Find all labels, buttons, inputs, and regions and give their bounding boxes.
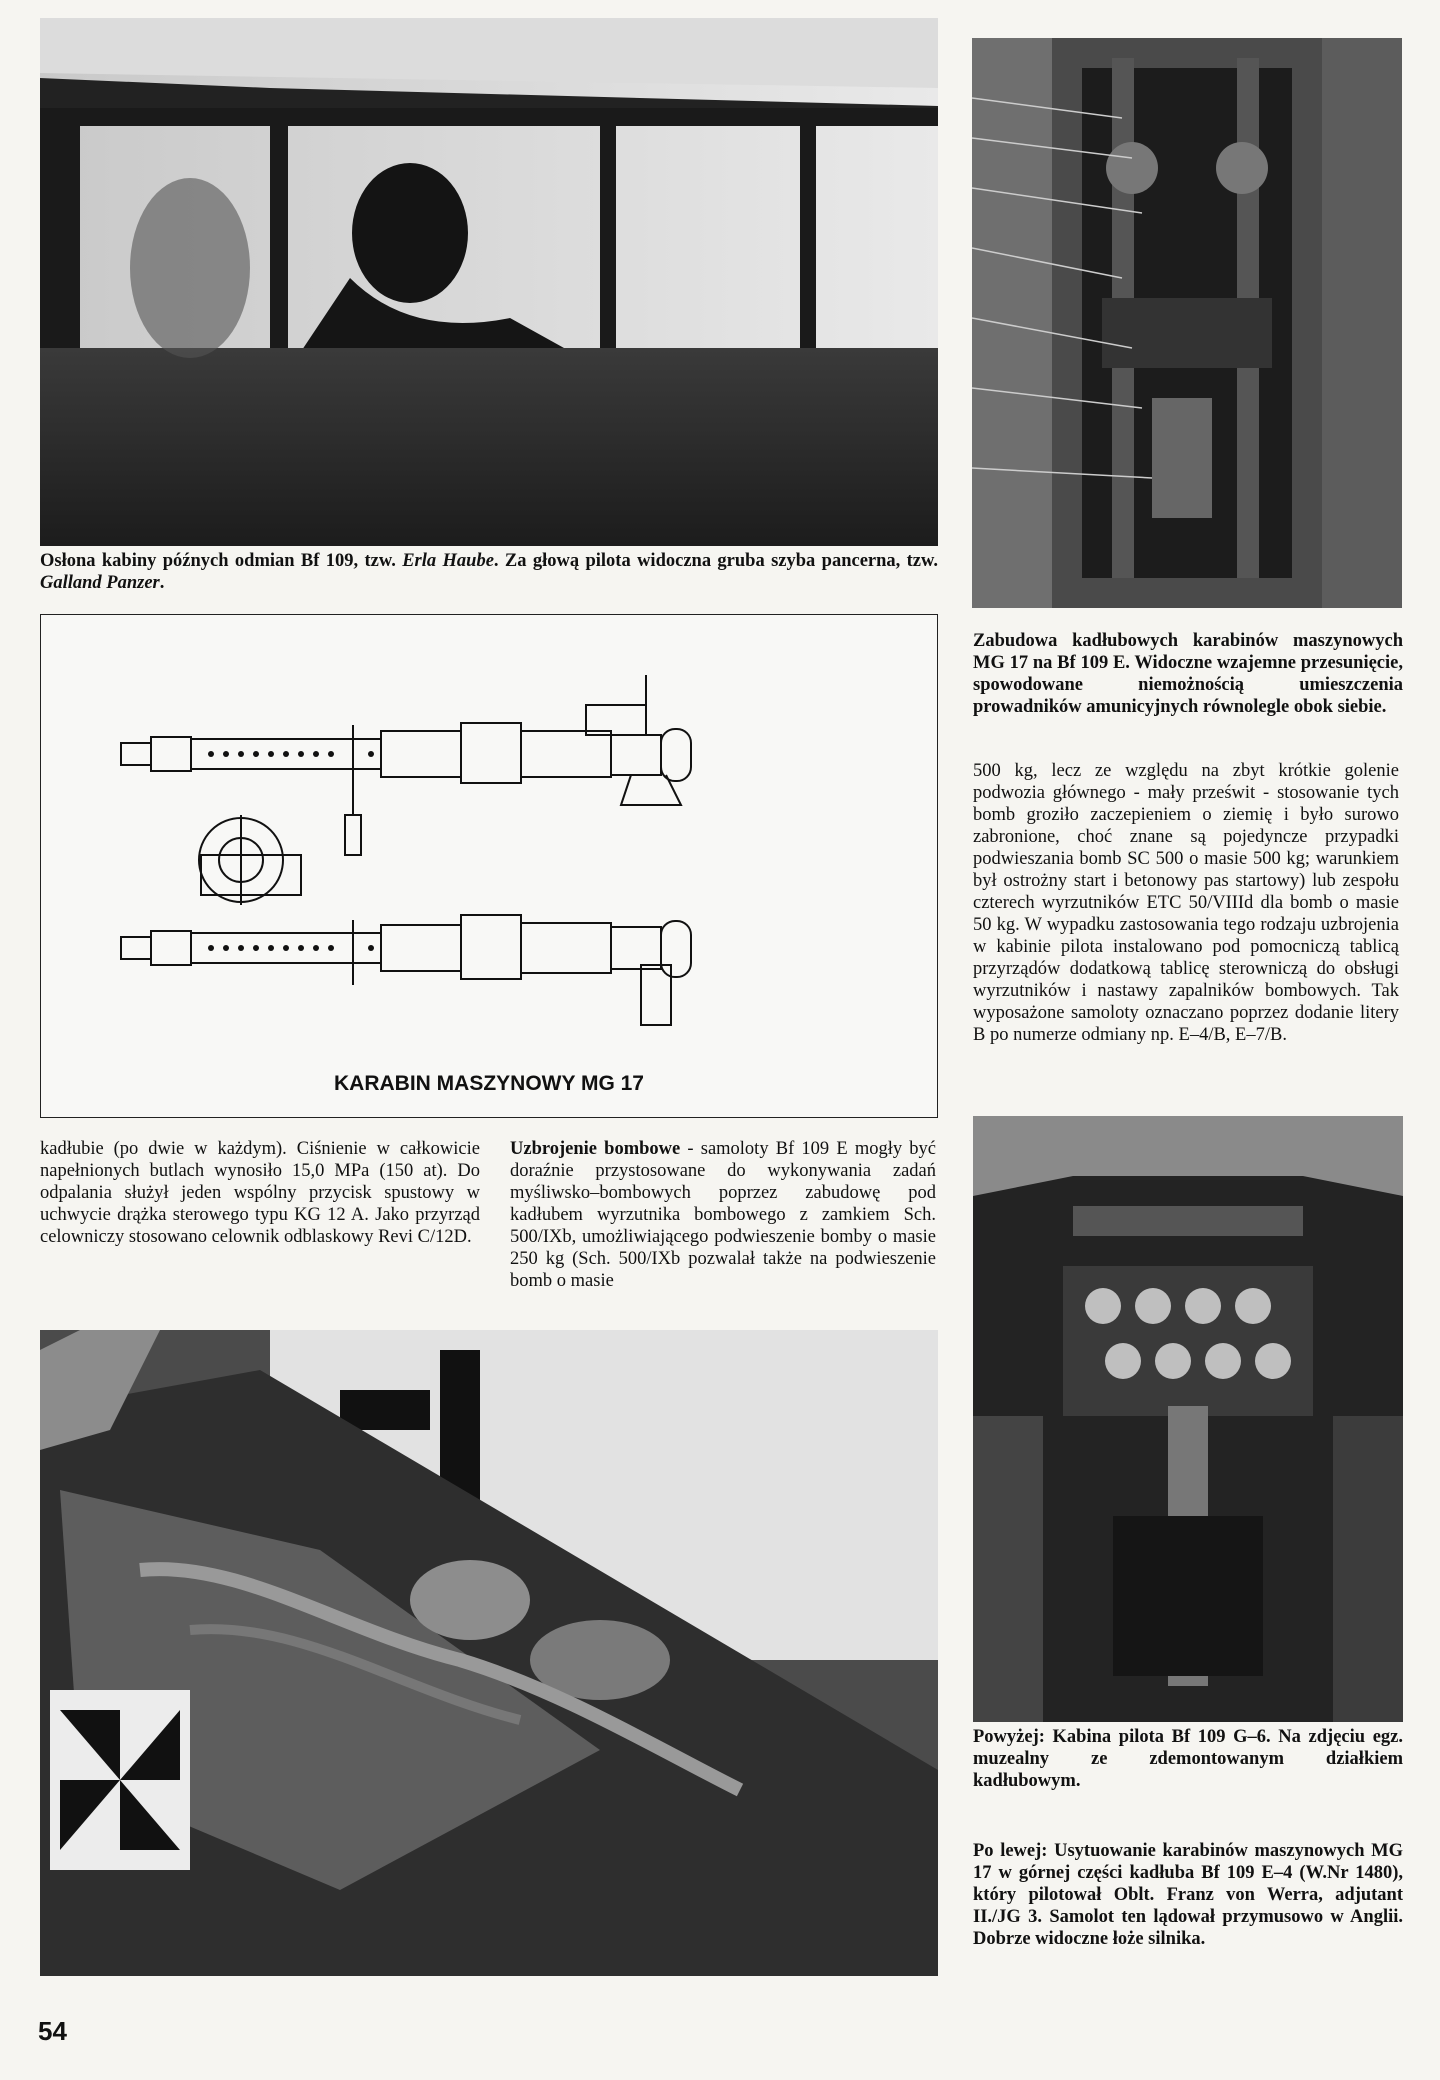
mg17-diagram xyxy=(40,614,938,1118)
cockpit-g6-photo xyxy=(973,1116,1403,1722)
mg17-drawing xyxy=(41,615,937,1117)
cockpit-hood-photo xyxy=(40,18,938,546)
mg17-location-photo xyxy=(40,1330,938,1976)
right-column-text: 500 kg, lecz ze względu na zbyt krótkie golenie podwozia głównego - mały prześwit - stosowanie tych bomb groziło zaczepieniem o ziemię i było surowo zabronione, choć znane są pojedyncze przypadki podwieszania bomb SC 500 o masie 500 kg; warunkiem był ostrożny start i betonowy pas startowy) lub zespołu czterech wyrzutników ETC 50/VIIId dla bomb o masie 50 kg. W wypadku zastosowania tego rodzaju uzbrojenia w kabinie pilota instalowano pod pomocniczą tablicą przyrządów dodatkową tablicę sterowniczą do obsługi wyrzutników i nastawy zapalników bombowych. Tak wyposażone samoloty oznaczano poprzez dodanie litery B po numerze odmiany np. E–4/B, E–7/B. xyxy=(973,761,1399,1045)
mg17-location-caption: Po lewej: Usytuowanie karabinów maszynowych MG 17 w górnej części kadłuba Bf 109 E–4 (W.Nr 1480), który pilotował Oblt. Franz von Werra, adjutant II./JG 3. Samolot ten lądował przymusowo w Anglii. Dobrze widoczne łoże silnika. xyxy=(973,1841,1403,1949)
page-number: 54 xyxy=(38,2016,67,2046)
cockpit-g6-caption: Powyżej: Kabina pilota Bf 109 G–6. Na zdjęciu egz. muzealny ze zdemontowanym działkiem kadłubowym. xyxy=(973,1727,1403,1791)
left-column-text: kadłubie (po dwie w każdym). Ciśnienie w całkowicie napełnionych butlach wynosiło 15,0 MPa (150 at). Do odpalania służył jeden wspólny przycisk spustowy w uchwycie drążka sterowego typu KG 12 A. Jako przyrząd celowniczy stosowano celownik odblaskowy Revi C/12D. xyxy=(40,1139,480,1247)
cockpit-hood-caption: Osłona kabiny późnych odmian Bf 109, tzw. Erla Haube. Za głową pilota widoczna gruba szyba pancerna, tzw. Galland Panzer. xyxy=(40,551,938,593)
middle-column-text: Uzbrojenie bombowe - samoloty Bf 109 E mogły być doraźnie przystosowane do wykonywania zadań myśliwsko–bombowych poprzez zabudowę pod kadłubem wyrzutnika bombowego z zamkiem Sch. 500/IXb, umożliwiającego podwieszenie bomby o masie 250 kg (Sch. 500/IXb pozwalał także na podwieszenie bomb o masie xyxy=(510,1139,936,1291)
fuselage-guns-caption: Zabudowa kadłubowych karabinów maszynowych MG 17 na Bf 109 E. Widoczne wzajemne przesunięcie, spowodowane niemożnością umieszczenia prowadników amunicyjnych równolegle obok siebie. xyxy=(973,631,1403,717)
bomb-armament-heading: Uzbrojenie bombowe xyxy=(510,1139,681,1159)
diagram-title: KARABIN MASZYNOWY MG 17 xyxy=(334,1072,644,1095)
fuselage-guns-photo xyxy=(972,38,1402,608)
